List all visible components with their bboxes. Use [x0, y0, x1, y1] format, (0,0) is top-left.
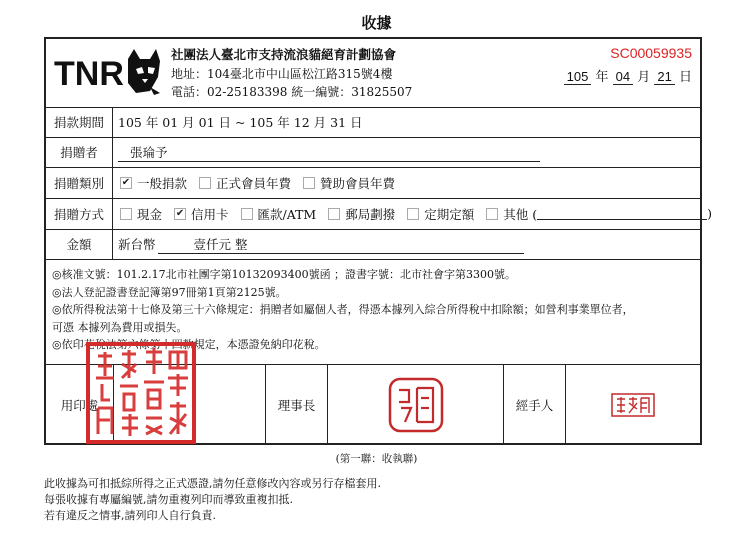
checkbox-icon[interactable] — [199, 177, 211, 189]
note-line: 可憑 本據列為費用或損失。 — [52, 320, 188, 334]
disclaimer-line: 此收據為可扣抵綜所得之正式憑證,請勿任意修改內容或另行存檔套用. — [44, 477, 381, 490]
category-option[interactable]: 正式會員年費 — [197, 174, 291, 192]
handler-seal-cell — [566, 365, 700, 444]
row-donor — [46, 137, 700, 168]
category-option[interactable]: 贊助會員年費 — [301, 174, 395, 192]
method-option[interactable]: 定期定額 — [405, 205, 474, 223]
row-period — [46, 107, 700, 138]
note-line: ◎依所得稅法第十七條及第三十六條規定：捐贈者如屬個人者，得憑本據列入綜合所得稅中扣除額；如營利事業單位者， — [52, 303, 634, 316]
period-value: 105 年 01 月 01 日 ~ 105 年 12 月 31 日 — [118, 115, 363, 130]
other-input[interactable] — [537, 207, 707, 220]
checkbox-icon[interactable] — [303, 177, 315, 189]
checkbox-icon[interactable] — [328, 208, 340, 220]
date-day: 21 — [654, 69, 674, 85]
date-year: 105 — [564, 69, 592, 85]
chairman-seal-cell — [328, 365, 504, 444]
org-name: 社團法人臺北市支持流浪貓絕育計劃協會 — [171, 47, 397, 62]
logo-text: TNR — [54, 55, 124, 93]
method-option[interactable]: 匯款/ATM — [239, 205, 317, 223]
checkbox-checked-icon[interactable]: ✔ — [175, 207, 185, 219]
method-option[interactable]: 郵局劃撥 — [326, 205, 395, 223]
association-seal-icon — [82, 338, 200, 448]
chairman-seal-icon — [387, 376, 445, 434]
receipt-serial: SC00059935 — [610, 45, 692, 61]
method-option[interactable]: ✔ 信用卡 — [175, 206, 229, 222]
receipt-header — [46, 39, 700, 108]
row-method — [46, 198, 713, 230]
disclaimer — [44, 476, 381, 524]
amount-value: 壹仟元 整 — [158, 235, 524, 254]
receipt-date — [564, 66, 692, 85]
method-option[interactable]: 其他 ( ) — [484, 205, 712, 223]
date-month: 04 — [613, 69, 633, 85]
note-line: ◎核准文號：101.2.17北市社團字第10132093400號函 ；證書字號：北市社會字第3300號。 — [52, 268, 517, 281]
category-option[interactable]: ✔ 一般捐款 — [121, 175, 188, 191]
amount-label: 金額 — [46, 229, 113, 259]
org-address: 地址：104臺北市中山區松江路315號4樓 — [171, 67, 393, 81]
method-option[interactable]: 現金 — [118, 205, 162, 223]
seal-label: 用印處 — [46, 365, 114, 444]
checkbox-icon[interactable] — [486, 208, 498, 220]
date-day-unit: 日 — [678, 70, 692, 85]
checkbox-icon[interactable] — [120, 208, 132, 220]
donor-label: 捐贈者 — [46, 137, 113, 167]
period-label: 捐款期間 — [46, 107, 113, 137]
chairman-label: 理事長 — [266, 365, 328, 444]
date-year-unit: 年 — [595, 70, 609, 85]
checkbox-icon[interactable] — [407, 208, 419, 220]
category-label: 捐贈類別 — [46, 167, 113, 198]
handler-seal-icon — [611, 393, 655, 417]
page-title: 收據 — [361, 14, 392, 32]
handler-label: 經手人 — [504, 365, 566, 444]
copy-label: (第一聯：收執聯) — [335, 453, 418, 465]
row-amount — [46, 229, 700, 260]
disclaimer-line: 若有違反之情事,請列印人自行負責. — [44, 509, 216, 522]
checkbox-checked-icon[interactable]: ✔ — [121, 176, 131, 188]
checkbox-icon[interactable] — [241, 208, 253, 220]
note-line: ◎依印花稅法第六條第十四款規定，本憑證免納印花稅。 — [52, 338, 326, 351]
org-phone: 電話：02-25183398 統一編號：31825507 — [171, 85, 413, 99]
method-label: 捐贈方式 — [46, 198, 113, 229]
amount-prefix: 新台幣 — [118, 237, 156, 252]
tnr-logo — [54, 47, 162, 97]
note-line: ◎法人登記證書登記簿第97冊第1頁第2125號。 — [52, 285, 287, 299]
row-category — [46, 167, 700, 199]
donor-name: 張𤦎予 — [118, 143, 540, 162]
date-month-unit: 月 — [637, 70, 651, 85]
disclaimer-line: 每張收據有專屬編號,請勿重複列印而導致重複扣抵. — [44, 493, 293, 506]
